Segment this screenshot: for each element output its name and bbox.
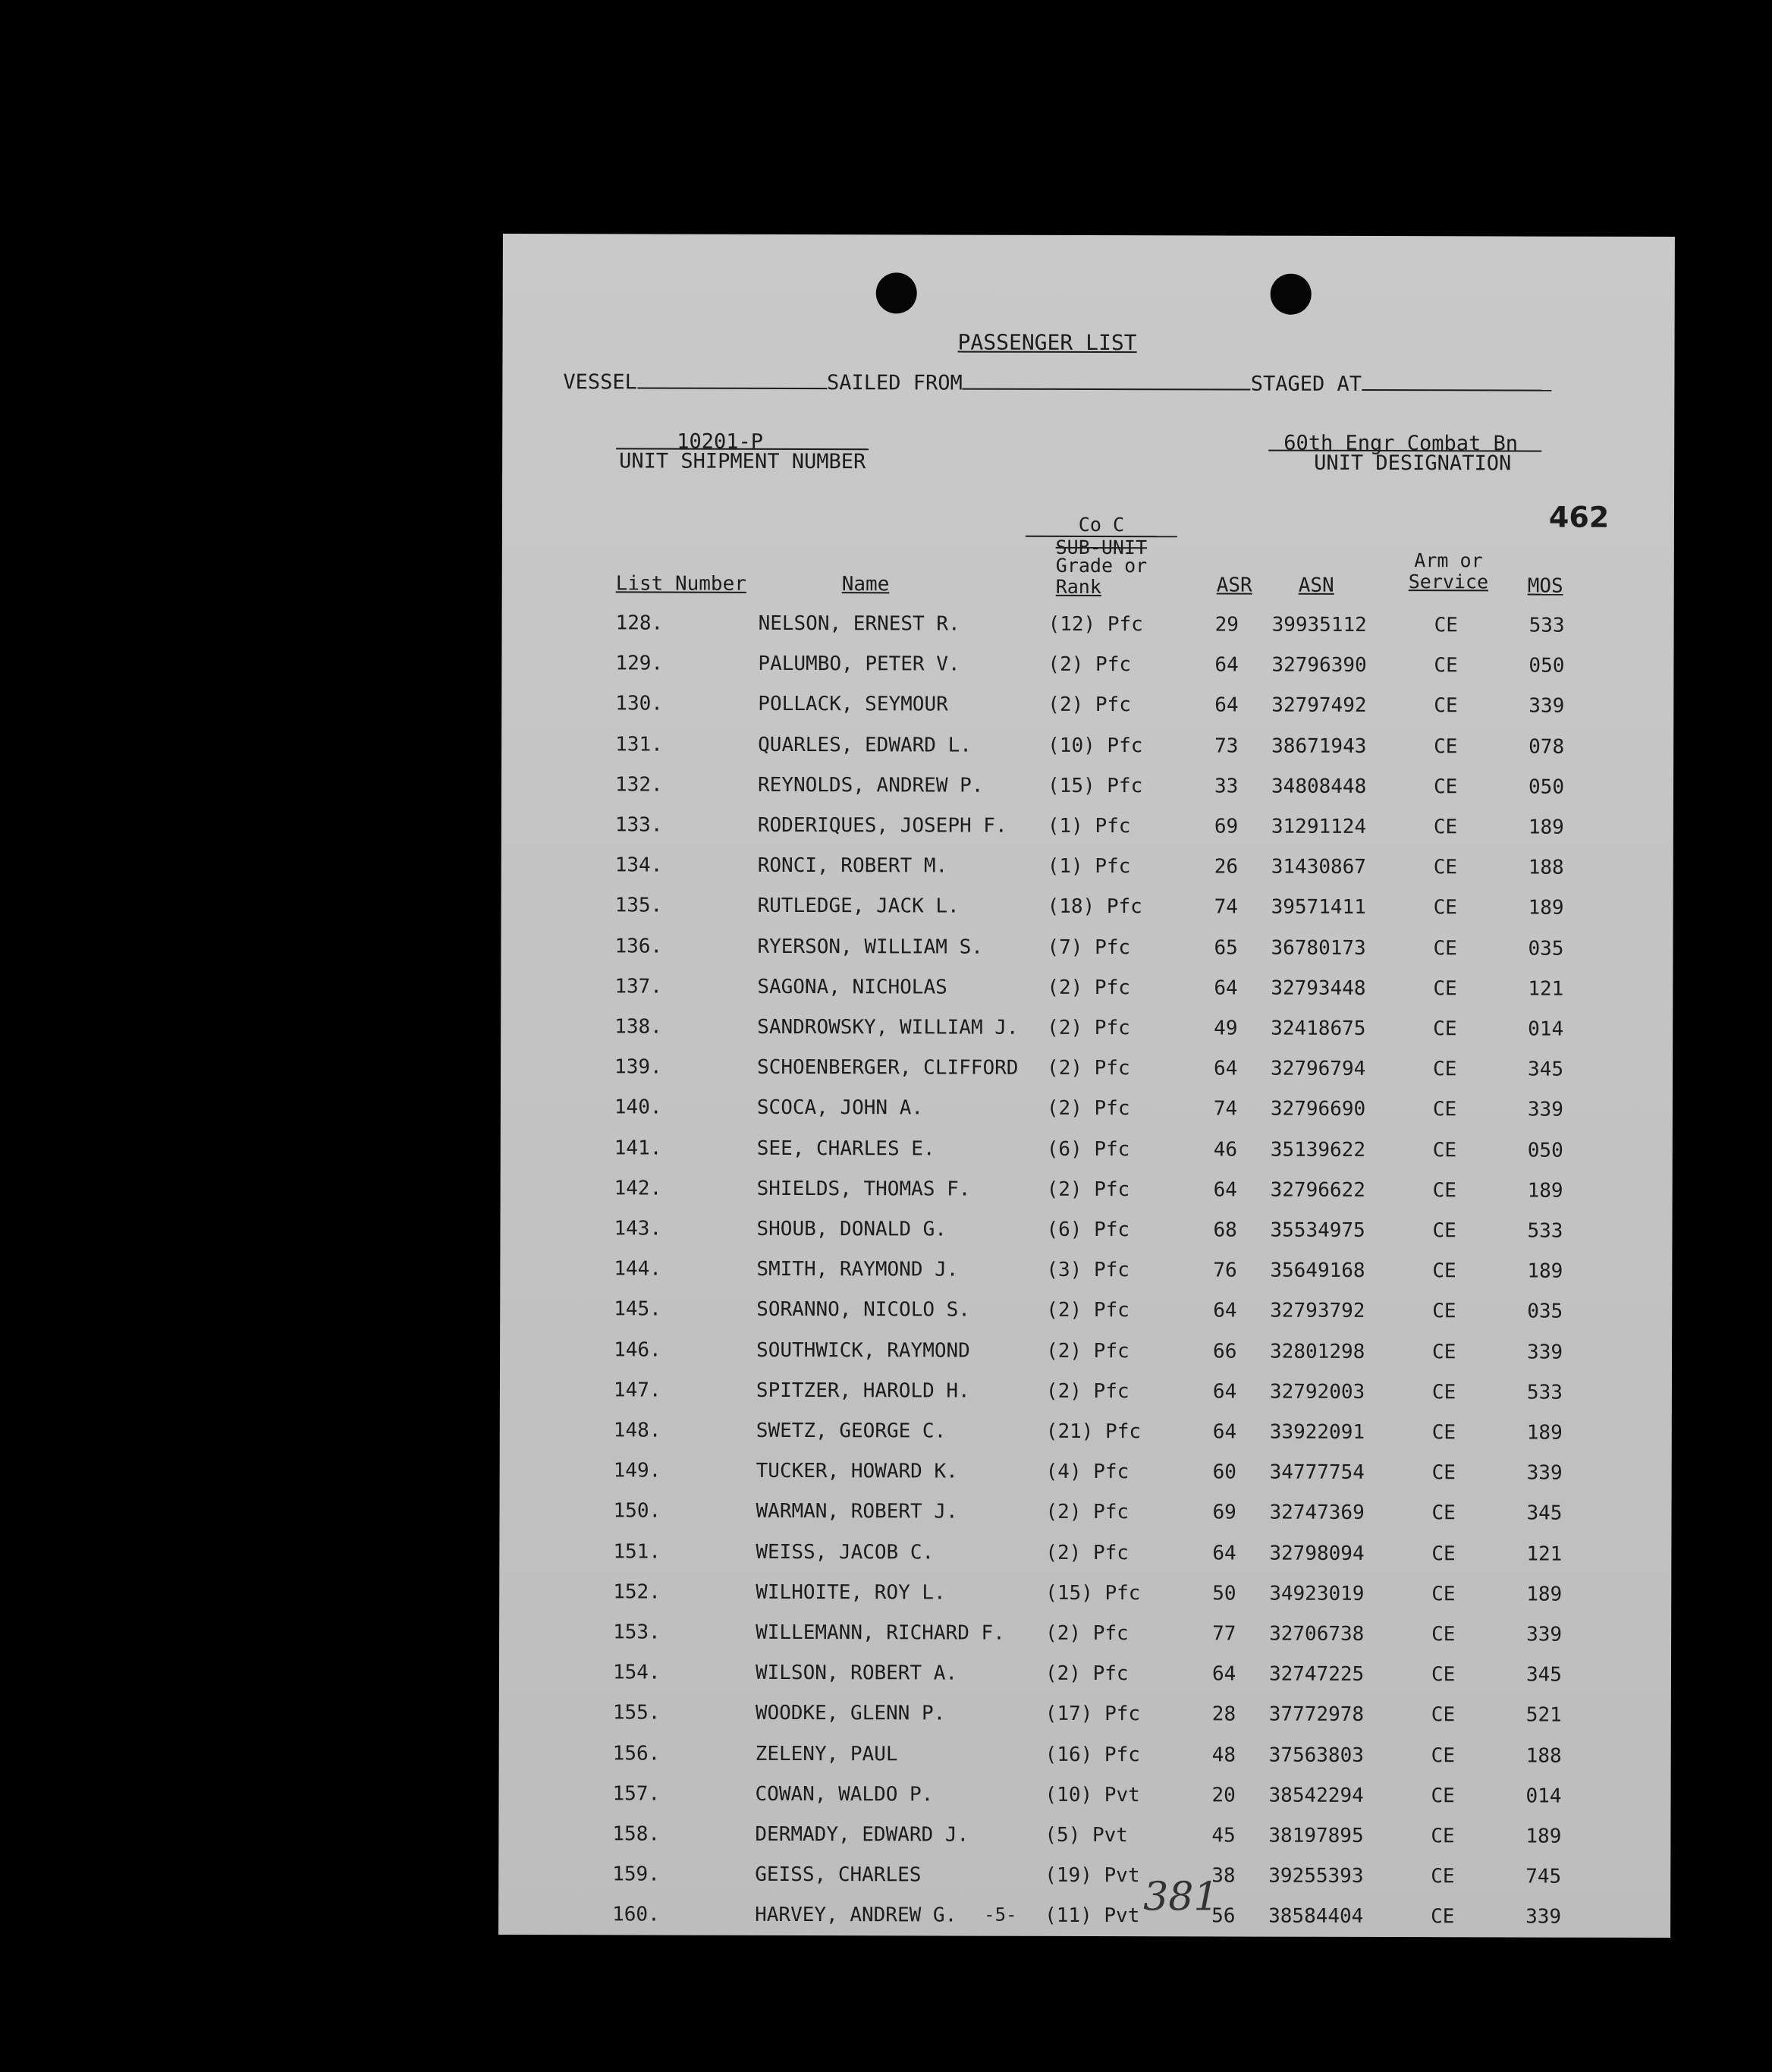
mos-code: 188 <box>1528 856 1564 879</box>
asn-number: 32747369 <box>1269 1501 1365 1525</box>
vessel-blank <box>637 372 827 389</box>
arm-service: CE <box>1431 1380 1456 1404</box>
list-number: 142. <box>614 1177 662 1200</box>
asn-number: 33922091 <box>1269 1420 1365 1444</box>
grade-rank: (2) Pfc <box>1047 976 1130 999</box>
asr-score: 60 <box>1212 1460 1237 1484</box>
mos-code: 035 <box>1527 1300 1563 1324</box>
asr-score: 50 <box>1212 1582 1236 1605</box>
table-row <box>499 1661 1671 1694</box>
asn-number: 39571411 <box>1271 896 1366 920</box>
asn-number: 32797492 <box>1271 694 1367 718</box>
arm-service: CE <box>1431 1743 1456 1767</box>
mos-code: 339 <box>1527 1341 1563 1364</box>
asr-score: 74 <box>1213 1097 1238 1121</box>
asn-number: 31291124 <box>1271 815 1367 838</box>
table-row <box>501 733 1673 766</box>
passenger-name: POLLACK, SEYMOUR <box>758 693 948 716</box>
grade-header <box>1056 555 1148 598</box>
punch-hole-right <box>1271 274 1312 315</box>
passenger-list-page <box>498 234 1675 1938</box>
passenger-name: WILLEMANN, RICHARD F. <box>756 1621 1005 1645</box>
mos-code: 014 <box>1525 1784 1562 1808</box>
mos-code: 339 <box>1526 1623 1563 1646</box>
table-row <box>498 1782 1670 1816</box>
grade-rank: (2) Pfc <box>1047 1057 1130 1080</box>
mos-code: 521 <box>1525 1703 1562 1728</box>
arm-service: CE <box>1431 1825 1455 1848</box>
table-row <box>501 894 1673 927</box>
passenger-name: SEE, CHARLES E. <box>756 1137 935 1161</box>
list-number: 132. <box>614 773 663 797</box>
mos-code: 050 <box>1529 654 1565 678</box>
asn-number: 32801298 <box>1270 1340 1365 1363</box>
mos-code: 121 <box>1526 1542 1563 1566</box>
asn-number: 38584404 <box>1268 1905 1364 1929</box>
list-number: 144. <box>614 1257 662 1281</box>
arm-service: CE <box>1432 1178 1456 1203</box>
table-row <box>501 1096 1673 1129</box>
mos-code: 189 <box>1528 816 1564 839</box>
mos-code: 050 <box>1527 1139 1563 1162</box>
list-number: 146. <box>614 1338 661 1362</box>
passenger-name: RUTLEDGE, JACK L. <box>757 895 960 918</box>
list-number: 150. <box>613 1499 661 1523</box>
grade-rank: (2) Pfc <box>1045 1541 1129 1564</box>
arm-service: CE <box>1431 1542 1456 1565</box>
grade-rank: (16) Pfc <box>1045 1743 1140 1766</box>
sub-unit-value: Co C <box>1078 513 1125 536</box>
asr-score: 74 <box>1214 895 1238 919</box>
grade-rank: (18) Pfc <box>1047 895 1142 919</box>
asn-number: 32796794 <box>1271 1057 1366 1081</box>
grade-rank: (2) Pfc <box>1045 1621 1129 1646</box>
table-row <box>498 1903 1670 1936</box>
passenger-name: RONCI, ROBERT M. <box>757 854 948 878</box>
passenger-name: ZELENY, PAUL <box>755 1742 898 1765</box>
list-number: 151. <box>613 1539 661 1564</box>
asr-score: 64 <box>1213 1178 1237 1202</box>
asn-number: 36780173 <box>1271 936 1366 960</box>
unit-designation: 60th Engr Combat Bn <box>1283 431 1519 456</box>
list-number: 137. <box>614 975 663 998</box>
mos-code: 345 <box>1526 1501 1563 1526</box>
asn-number: 38197895 <box>1268 1824 1364 1847</box>
grade-rank: (2) Pfc <box>1048 653 1132 677</box>
arm-service: CE <box>1431 1421 1456 1445</box>
table-row <box>498 1822 1670 1856</box>
asr-score: 65 <box>1214 936 1238 960</box>
list-number: 159. <box>612 1863 660 1886</box>
table-row <box>500 1459 1672 1492</box>
passenger-name: HARVEY, ANDREW G. <box>755 1904 957 1927</box>
sub-unit <box>1026 514 1177 559</box>
mos-code: 745 <box>1525 1865 1562 1888</box>
mos-code: 121 <box>1528 977 1564 1001</box>
asn-number: 38542294 <box>1268 1784 1364 1807</box>
sub-unit-label: SUB-UNIT <box>1026 536 1177 559</box>
passenger-name: TUCKER, HOWARD K. <box>756 1460 958 1483</box>
table-row <box>499 1621 1671 1654</box>
passenger-name: WEISS, JACOB C. <box>756 1540 935 1564</box>
mos-code: 339 <box>1529 694 1565 718</box>
page-number: 462 <box>1548 500 1610 534</box>
grade-rank: (5) Pvt <box>1045 1823 1129 1847</box>
grade-rank: (2) Pfc <box>1046 1339 1129 1363</box>
mos-code: 345 <box>1525 1663 1562 1687</box>
grade-rank: (15) Pfc <box>1047 774 1143 797</box>
grade-rank: (2) Pfc <box>1046 1097 1130 1121</box>
grade-header-line1: Grade or <box>1055 554 1148 577</box>
table-row <box>499 1742 1671 1775</box>
grade-rank: (4) Pfc <box>1045 1460 1129 1484</box>
grade-rank: (2) Pfc <box>1047 1016 1130 1040</box>
arm-service: CE <box>1432 1300 1456 1323</box>
asn-number: 31430867 <box>1271 855 1367 879</box>
list-number: 136. <box>614 934 663 958</box>
arm-service: CE <box>1433 976 1457 1001</box>
grade-rank: (11) Pvt <box>1045 1904 1140 1928</box>
passenger-name: NELSON, ERNEST R. <box>758 612 960 636</box>
list-number: 133. <box>614 813 663 837</box>
list-number: 131. <box>615 732 663 756</box>
list-number: 139. <box>614 1055 662 1079</box>
table-row <box>501 1015 1673 1049</box>
passenger-name: RYERSON, WILLIAM S. <box>757 935 983 959</box>
arm-service: CE <box>1431 1582 1456 1606</box>
asr-score: 28 <box>1211 1703 1236 1726</box>
asr-score: 73 <box>1214 734 1239 758</box>
list-number: 154. <box>612 1661 661 1684</box>
table-row <box>499 1580 1671 1614</box>
list-number: 157. <box>612 1782 661 1806</box>
col-arm-line2: Service <box>1408 571 1489 593</box>
asr-score: 64 <box>1214 693 1239 717</box>
staged-at-blank <box>1362 374 1551 391</box>
mos-code: 014 <box>1528 1017 1564 1041</box>
table-row <box>499 1499 1671 1533</box>
passenger-name: SHOUB, DONALD G. <box>756 1217 947 1241</box>
grade-header-line2: Rank <box>1055 575 1101 599</box>
mos-code: 533 <box>1529 614 1565 637</box>
table-row <box>501 854 1673 887</box>
document-title: PASSENGER LIST <box>957 329 1137 356</box>
asr-score: 76 <box>1213 1259 1237 1282</box>
asn-number: 32792003 <box>1269 1380 1365 1404</box>
table-row <box>501 813 1673 847</box>
arm-service: CE <box>1434 654 1458 678</box>
list-number: 160. <box>612 1903 660 1926</box>
asn-number: 32793792 <box>1270 1300 1365 1323</box>
vessel-line <box>563 370 1551 396</box>
table-row <box>500 1217 1672 1250</box>
table-row <box>499 1540 1671 1574</box>
list-number: 141. <box>614 1136 662 1160</box>
list-number: 148. <box>613 1419 661 1442</box>
asr-score: 33 <box>1214 775 1239 798</box>
punch-hole-left <box>876 272 917 313</box>
asn-number: 35649168 <box>1270 1259 1365 1283</box>
grade-rank: (21) Pfc <box>1045 1420 1142 1444</box>
asr-score: 64 <box>1212 1542 1236 1565</box>
passenger-name: DERMADY, EDWARD J. <box>755 1822 969 1847</box>
grade-rank: (10) Pvt <box>1045 1783 1140 1806</box>
passenger-name: SANDROWSKY, WILLIAM J. <box>757 1015 1019 1039</box>
passenger-name: REYNOLDS, ANDREW P. <box>757 773 984 797</box>
asr-score: 66 <box>1213 1340 1237 1363</box>
passenger-name: SMITH, RAYMOND J. <box>756 1258 959 1281</box>
asr-score: 20 <box>1211 1784 1236 1807</box>
passenger-name: QUARLES, EDWARD L. <box>758 733 972 757</box>
asr-score: 46 <box>1213 1138 1238 1162</box>
asn-number: 32796622 <box>1270 1178 1365 1202</box>
arm-service: CE <box>1431 1663 1456 1687</box>
asr-score: 77 <box>1212 1622 1236 1646</box>
asn-number: 32796690 <box>1270 1098 1366 1121</box>
passenger-name: WILHOITE, ROY L. <box>756 1580 946 1605</box>
list-number: 135. <box>614 894 663 917</box>
grade-rank: (2) Pfc <box>1048 693 1131 717</box>
grade-rank: (2) Pfc <box>1045 1379 1129 1403</box>
table-row <box>500 1419 1672 1452</box>
passenger-name: SWETZ, GEORGE C. <box>756 1419 947 1443</box>
mos-code: 188 <box>1525 1744 1562 1768</box>
unit-designation-label: UNIT DESIGNATION <box>1268 450 1541 476</box>
arm-service: CE <box>1432 1259 1456 1283</box>
grade-rank: (10) Pfc <box>1048 734 1143 757</box>
grade-rank: (12) Pfc <box>1048 612 1143 637</box>
asr-score: 64 <box>1214 653 1239 677</box>
grade-rank: (15) Pfc <box>1045 1581 1141 1605</box>
asr-score: 48 <box>1211 1743 1236 1767</box>
table-row <box>501 935 1673 968</box>
arm-service: CE <box>1433 775 1458 799</box>
asn-number: 37772978 <box>1268 1703 1365 1727</box>
passenger-name: SCOCA, JOHN A. <box>756 1096 924 1120</box>
arm-service: CE <box>1431 1784 1455 1808</box>
mos-code: 035 <box>1528 937 1564 961</box>
mos-code: 533 <box>1526 1381 1563 1404</box>
arm-service: CE <box>1432 1340 1456 1363</box>
grade-rank: (2) Pfc <box>1045 1501 1129 1524</box>
asr-score: 64 <box>1211 1662 1236 1686</box>
mos-code: 533 <box>1527 1219 1563 1243</box>
table-row <box>500 1338 1672 1372</box>
list-number: 156. <box>612 1741 661 1765</box>
table-row <box>501 1177 1673 1210</box>
asr-score: 64 <box>1212 1380 1237 1404</box>
asr-score: 26 <box>1214 855 1239 879</box>
list-number: 153. <box>613 1621 661 1644</box>
asn-number: 35534975 <box>1270 1218 1365 1242</box>
arm-service: CE <box>1433 856 1458 879</box>
mos-code: 189 <box>1527 1259 1563 1283</box>
grade-rank: (19) Pvt <box>1045 1864 1140 1888</box>
col-list-number: List Number <box>615 572 746 596</box>
asn-number: 35139622 <box>1270 1138 1366 1162</box>
asn-number: 38671943 <box>1271 734 1367 758</box>
asn-number: 32418675 <box>1271 1017 1366 1040</box>
table-row <box>500 1257 1672 1291</box>
arm-service: CE <box>1432 1138 1457 1162</box>
mos-code: 078 <box>1529 735 1565 759</box>
passenger-name: PALUMBO, PETER V. <box>758 652 960 676</box>
asn-number: 32706738 <box>1269 1622 1365 1646</box>
arm-service: CE <box>1433 936 1457 960</box>
asn-number: 34808448 <box>1271 775 1367 798</box>
asr-score: 49 <box>1214 1017 1238 1040</box>
list-number: 158. <box>612 1822 661 1846</box>
asn-number: 34777754 <box>1269 1460 1365 1485</box>
asr-score: 38 <box>1211 1864 1236 1888</box>
mos-code: 339 <box>1526 1461 1563 1485</box>
col-mos: MOS <box>1527 574 1563 598</box>
arm-service: CE <box>1434 734 1458 758</box>
mos-code: 189 <box>1528 896 1564 920</box>
table-row <box>500 1297 1672 1331</box>
mos-code: 189 <box>1525 1825 1562 1848</box>
asr-score: 64 <box>1214 976 1238 1000</box>
passenger-name: COWAN, WALDO P. <box>755 1782 934 1806</box>
list-number: 147. <box>613 1379 661 1402</box>
list-number: 134. <box>614 854 663 877</box>
arm-service: CE <box>1431 1703 1456 1727</box>
list-number: 128. <box>615 612 664 635</box>
arm-service: CE <box>1431 1461 1456 1485</box>
grade-rank: (6) Pfc <box>1046 1137 1130 1161</box>
asr-score: 56 <box>1211 1904 1236 1928</box>
grade-rank: (2) Pfc <box>1046 1299 1129 1322</box>
passenger-name: SCHOENBERGER, CLIFFORD <box>757 1056 1019 1080</box>
col-arm-service <box>1409 550 1489 593</box>
list-number: 130. <box>615 692 663 715</box>
list-number: 152. <box>613 1580 661 1604</box>
asr-score: 69 <box>1212 1501 1236 1524</box>
asn-number: 32793448 <box>1271 976 1366 1000</box>
passenger-name: SORANNO, NICOLO S. <box>756 1298 971 1322</box>
passenger-name: WILSON, ROBERT A. <box>755 1662 958 1685</box>
passenger-name: WARMAN, ROBERT J. <box>756 1500 958 1523</box>
asr-score: 69 <box>1214 815 1239 838</box>
vessel-label: VESSEL <box>563 370 638 395</box>
list-number: 155. <box>612 1701 661 1725</box>
table-row <box>501 1055 1673 1089</box>
col-asr: ASR <box>1216 574 1252 597</box>
arm-service: CE <box>1434 614 1458 637</box>
passenger-name: SAGONA, NICHOLAS <box>757 975 947 999</box>
arm-service: CE <box>1431 1623 1456 1646</box>
arm-service: CE <box>1433 896 1457 920</box>
passenger-name: WOODKE, GLENN P. <box>755 1702 946 1725</box>
mos-code: 345 <box>1528 1058 1564 1081</box>
asn-number: 32798094 <box>1269 1542 1365 1565</box>
table-row <box>501 1137 1673 1170</box>
table-row <box>501 652 1673 685</box>
col-arm-line1: Arm or <box>1414 549 1483 572</box>
arm-service: CE <box>1431 1865 1455 1888</box>
arm-service: CE <box>1433 1058 1457 1081</box>
unit-shipment-label: UNIT SHIPMENT NUMBER <box>616 448 869 473</box>
mos-code: 050 <box>1528 775 1565 799</box>
asn-number: 34923019 <box>1269 1582 1365 1605</box>
mos-code: 189 <box>1527 1179 1563 1203</box>
list-number: 138. <box>614 1015 662 1039</box>
arm-service: CE <box>1433 1017 1457 1041</box>
arm-service: CE <box>1433 816 1458 839</box>
list-number: 143. <box>614 1217 662 1240</box>
list-number: 140. <box>614 1096 662 1119</box>
asr-score: 64 <box>1213 1299 1237 1322</box>
grade-rank: (1) Pfc <box>1047 814 1131 838</box>
table-row <box>501 692 1673 725</box>
arm-service: CE <box>1432 1098 1457 1121</box>
asn-number: 39935112 <box>1271 613 1367 637</box>
arm-service: CE <box>1432 1219 1456 1243</box>
mos-code: 339 <box>1527 1098 1563 1122</box>
table-row <box>499 1701 1671 1734</box>
sailed-from-label: SAILED FROM <box>826 371 963 395</box>
mos-code: 339 <box>1525 1905 1562 1929</box>
passenger-name: GEISS, CHARLES <box>755 1863 922 1887</box>
table-row <box>501 975 1673 1008</box>
page-footer-mark: -5- <box>984 1904 1017 1926</box>
table-row <box>500 1379 1672 1412</box>
col-name: Name <box>841 573 890 596</box>
list-number: 145. <box>614 1297 661 1321</box>
grade-rank: (17) Pfc <box>1045 1703 1141 1726</box>
passenger-name: RODERIQUES, JOSEPH F. <box>757 813 1007 838</box>
unit-shipment-number: 10201-P <box>677 429 764 454</box>
list-number: 149. <box>613 1459 661 1482</box>
asr-score: 45 <box>1211 1824 1236 1847</box>
passenger-name: SOUTHWICK, RAYMOND <box>756 1338 970 1363</box>
sailed-from-blank <box>963 373 1251 391</box>
asr-score: 64 <box>1214 1057 1238 1080</box>
arm-service: CE <box>1434 694 1458 718</box>
staged-at-label: STAGED AT <box>1250 372 1362 396</box>
asn-number: 37563803 <box>1268 1743 1364 1767</box>
arm-service: CE <box>1431 1501 1456 1525</box>
mos-code: 189 <box>1526 1583 1563 1606</box>
arm-service: CE <box>1431 1905 1455 1929</box>
asr-score: 64 <box>1212 1420 1237 1444</box>
grade-rank: (2) Pfc <box>1045 1662 1129 1686</box>
passenger-name: SHIELDS, THOMAS F. <box>756 1177 971 1201</box>
asn-number: 32747225 <box>1268 1662 1365 1687</box>
passenger-name: SPITZER, HAROLD H. <box>756 1379 970 1403</box>
asr-score: 68 <box>1213 1218 1237 1242</box>
grade-rank: (6) Pfc <box>1046 1218 1130 1242</box>
asn-number: 39255393 <box>1268 1864 1364 1888</box>
mos-code: 189 <box>1526 1421 1563 1445</box>
asr-score: 29 <box>1214 613 1239 637</box>
grade-rank: (7) Pfc <box>1047 935 1131 959</box>
grade-rank: (1) Pfc <box>1047 855 1131 879</box>
table-row <box>501 773 1673 806</box>
col-asn: ASN <box>1298 574 1334 597</box>
grade-rank: (2) Pfc <box>1046 1177 1130 1201</box>
table-row <box>498 1863 1670 1896</box>
asn-number: 32796390 <box>1271 653 1367 678</box>
list-number: 129. <box>615 652 664 675</box>
handwritten-number: 381 <box>1143 1874 1219 1920</box>
grade-rank: (3) Pfc <box>1046 1259 1129 1282</box>
table-row <box>502 612 1674 645</box>
